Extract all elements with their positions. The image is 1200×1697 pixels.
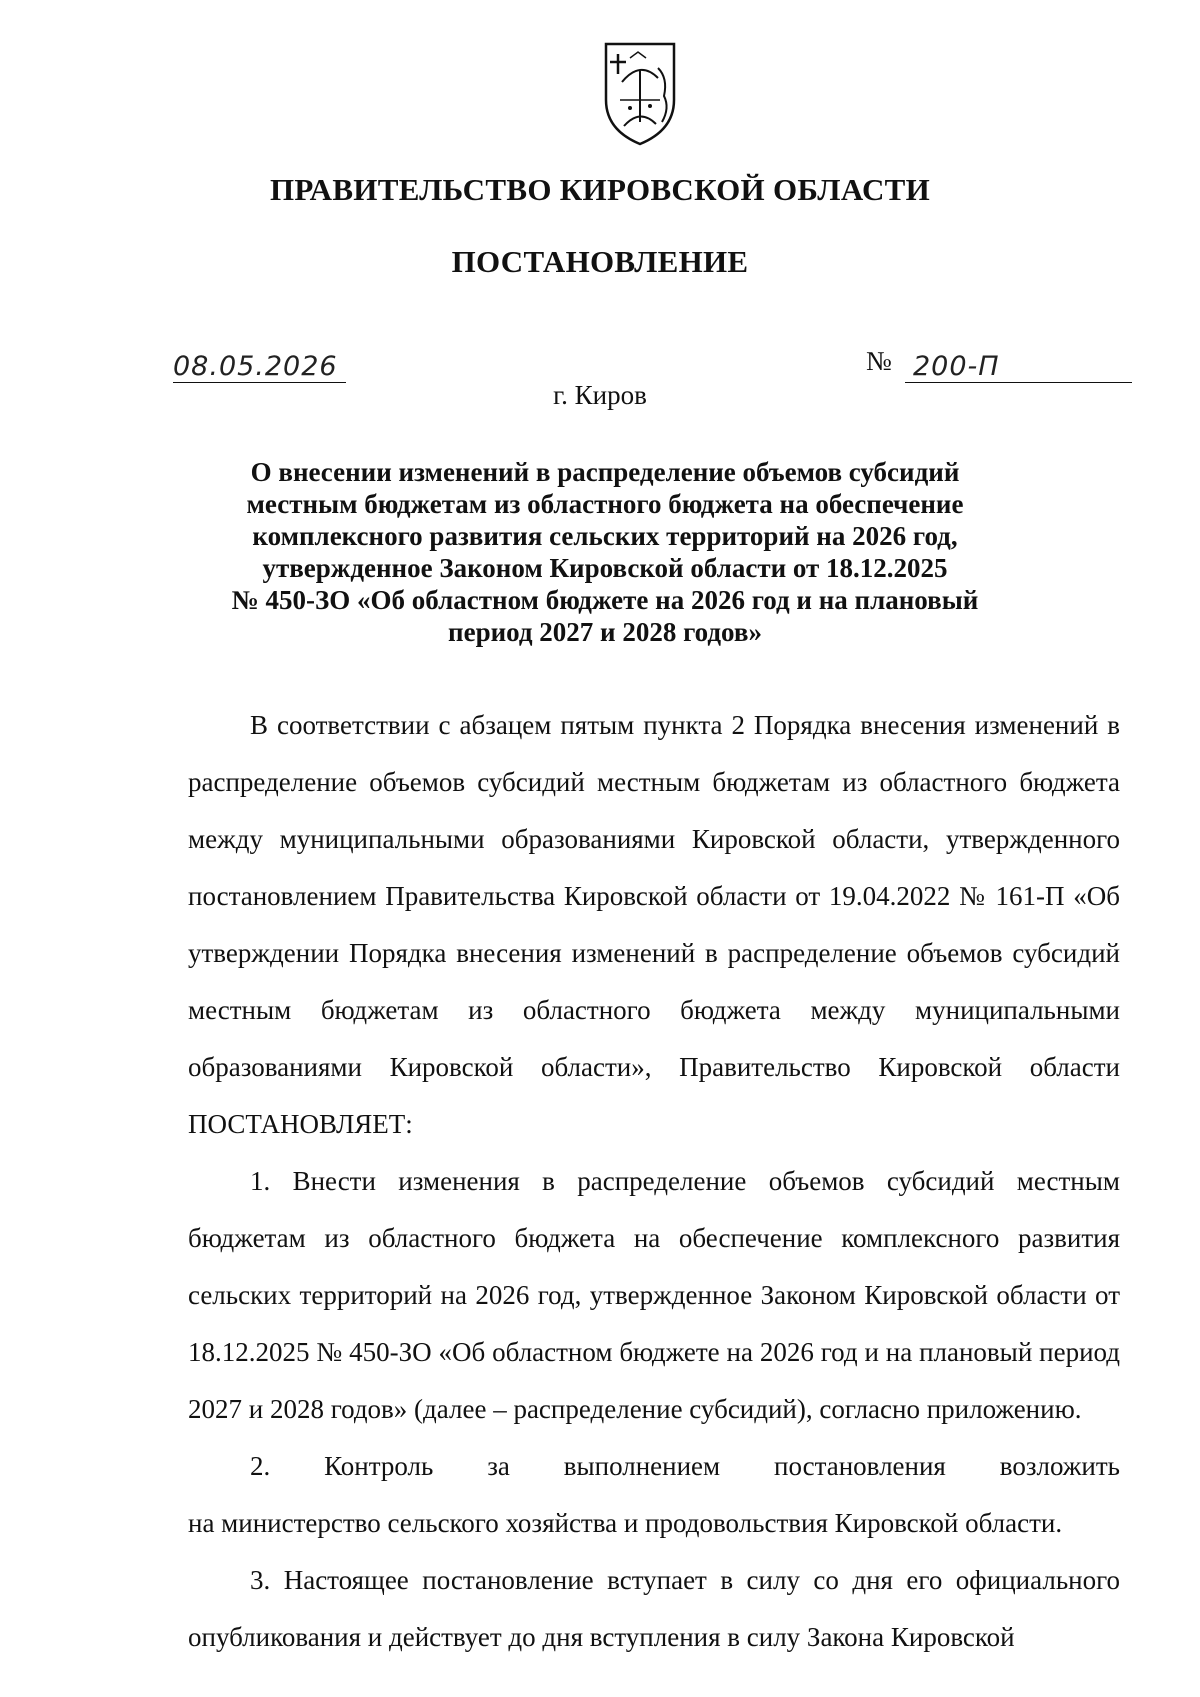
subject-line: местным бюджетам из областного бюджета на обеспечение — [246, 489, 964, 519]
item-2-word: возложить — [999, 1451, 1120, 1481]
item-2-word: за — [487, 1451, 510, 1481]
subject-line: комплексного развития сельских территорий на 2026 год, — [252, 521, 958, 551]
government-name: ПРАВИТЕЛЬСТВО КИРОВСКОЙ ОБЛАСТИ — [269, 172, 931, 207]
document-subject — [190, 456, 1020, 648]
document-body — [188, 697, 1120, 1666]
item-3-paragraph: 3. Настоящее постановление вступает в силу со дня его официального опубликования и действует до дня вступления в силу Закона Кировской — [188, 1565, 1120, 1652]
preamble-paragraph: В соответствии с абзацем пятым пункта 2 Порядка внесения изменений в распределение объемов субсидий местным бюджетам из областного бюджета между муниципальными образованиями Кировской области, утвержденного постановлением Правительства Кировской области от 19.04.2022 № 161-П «Об утверждении Порядка внесения изменений в распределение объемов субсидий местным бюджетам из областного бюджета между муниципальными образованиями Кировской области», Правительство Кировской области ПОСТАНОВЛЯЕТ: — [188, 710, 1120, 1139]
subject-line: период 2027 и 2028 годов» — [448, 617, 762, 647]
coat-of-arms-icon — [600, 38, 680, 148]
item-2-paragraph — [188, 1438, 1120, 1552]
document-type-title: ПОСТАНОВЛЕНИЕ — [451, 244, 749, 279]
number-label: № — [866, 346, 892, 376]
subject-line: О внесении изменений в распределение объемов субсидий — [250, 457, 960, 487]
item-2-word: выполнением — [563, 1451, 721, 1481]
item-2-word: постановления — [774, 1451, 946, 1481]
city: г. Киров — [553, 380, 647, 410]
item-2-word: Контроль — [324, 1451, 434, 1481]
subject-line: утвержденное Законом Кировской области от 18.12.2025 — [262, 553, 948, 583]
item-2-word: 2. — [250, 1451, 271, 1481]
document-number-value: 200-П — [913, 351, 1000, 382]
item-2-first-line — [188, 1438, 1120, 1495]
item-1-paragraph: 1. Внести изменения в распределение объемов субсидий местным бюджетам из областного бюджета на обеспечение комплексного развития сельских территорий на 2026 год, утвержденное Законом Кировской области от 18.12.2025 № 450-ЗО «Об областном бюджете на 2026 год и на плановый период 2027 и 2028 годов» (далее – распределение субсидий), согласно приложению. — [188, 1166, 1120, 1424]
document-date — [173, 352, 346, 383]
subject-line: № 450-ЗО «Об областном бюджете на 2026 год и на плановый — [231, 585, 979, 615]
document-number — [905, 352, 1132, 383]
item-2-rest: на министерство сельского хозяйства и продовольствия Кировской области. — [188, 1508, 1063, 1538]
document-date-value: 08.05.2026 — [173, 351, 338, 382]
